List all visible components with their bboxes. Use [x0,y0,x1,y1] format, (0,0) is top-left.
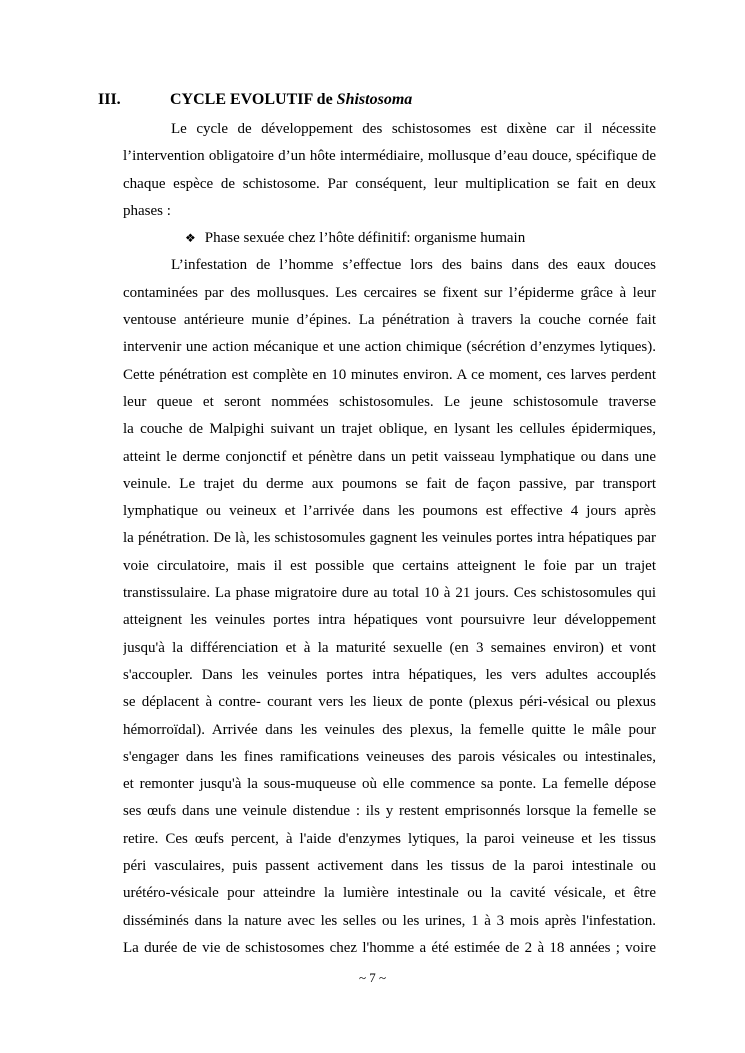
text-line: L’infestation de l’homme s’effectue lors des bains dans des eaux douces [171,257,656,274]
text-line: s'engager dans les fines ramifications veineuses des parois vésicales ou intestinales, [123,748,656,765]
text-line: ventouse antérieure munie d’épines. La pénétration à travers la couche cornée fait [123,312,656,329]
section-title-main: CYCLE EVOLUTIF de [170,91,337,108]
bullet-text: Phase sexuée chez l’hôte définitif: organisme humain [204,230,526,247]
diamond-bullet-icon: ❖ [185,231,196,246]
text-line: atteint le derme conjonctif et pénètre dans un petit vaisseau lymphatique ou dans une [123,448,656,465]
text-line: lymphatique ou veineux et l’arrivée dans les poumons est effective 4 jours après [123,503,656,520]
section-number: III. [98,91,121,108]
page-number: ~ 7 ~ [358,970,387,985]
text-line: atteignent les veinules portes intra hépatiques vont poursuivre leur développement [123,612,656,629]
text-line: l’intervention obligatoire d’un hôte intermédiaire, mollusque d’eau douce, spécifique de [123,148,656,165]
section-heading [98,88,658,112]
text-line: la couche de Malpighi suivant un trajet oblique, en lysant les cellules épidermiques, [123,421,656,438]
text-line: se déplacent à contre- courant vers les lieux de ponte (plexus péri-vésical ou plexus [123,694,656,711]
text-line: veinule. Le trajet du derme aux poumons se fait de façon passive, par transport [123,475,656,492]
body-text [123,116,656,962]
text-line: jusqu'à la différenciation et à la maturité sexuelle (en 3 semaines environ) et vont [123,639,656,656]
text-line: disséminés dans la nature avec les selles ou les urines, 1 à 3 mois après l'infestation. [123,912,656,929]
text-line: chaque espèce de schistosome. Par conséquent, leur multiplication se fait en deux [123,175,656,192]
text-line: Cette pénétration est complète en 10 minutes environ. A ce moment, ces larves perdent [123,366,656,383]
text-line: et remonter jusqu'à la sous-muqueuse où elle commence sa ponte. La femelle dépose [123,776,656,793]
text-line: contaminées par des mollusques. Les cercaires se fixent sur l’épiderme grâce à leur [123,284,656,301]
text-line: la pénétration. De là, les schistosomules gagnent les veinules portes intra hépatiques par [123,530,656,547]
bullet-item [123,225,656,252]
text-line: phases : [123,202,171,219]
text-line: voie circulatoire, mais il est possible que certains atteignent le foie par un trajet [123,557,656,574]
text-line: urétéro-vésicale pour atteindre la lumière intestinale ou la cavité vésicale, et être [123,885,656,902]
text-line: La durée de vie de schistosomes chez l'homme a été estimée de 2 à 18 années ; voire [123,939,656,956]
text-line: ses œufs dans une veinule distendue : ils y restent emprisonnés lorsque la femelle se [123,803,656,820]
section-title-genus: Shistosoma [336,91,413,108]
section-title [170,88,412,112]
text-line: retire. Ces œufs percent, à l'aide d'enzymes lytiques, la paroi veineuse et les tissus [123,830,656,847]
text-line: leur queue et seront nommées schistosomules. Le jeune schistosomule traverse [123,393,656,410]
text-line: hémorroïdal). Arrivée dans les veinules des plexus, la femelle quitte le mâle pour [123,721,656,738]
text-line: Le cycle de développement des schistosomes est dixène car il nécessite [171,121,656,137]
text-line: intervenir une action mécanique et une action chimique (sécrétion d’enzymes lytiques). [123,339,656,356]
text-line: péri vasculaires, puis passent activement dans les tissus de la paroi intestinale ou [123,858,656,875]
text-line: transtissulaire. La phase migratoire dure au total 10 à 21 jours. Ces schistosomules qui [123,585,656,602]
text-line: s'accoupler. Dans les veinules portes intra hépatiques, les vers adultes accouplés [123,666,656,683]
